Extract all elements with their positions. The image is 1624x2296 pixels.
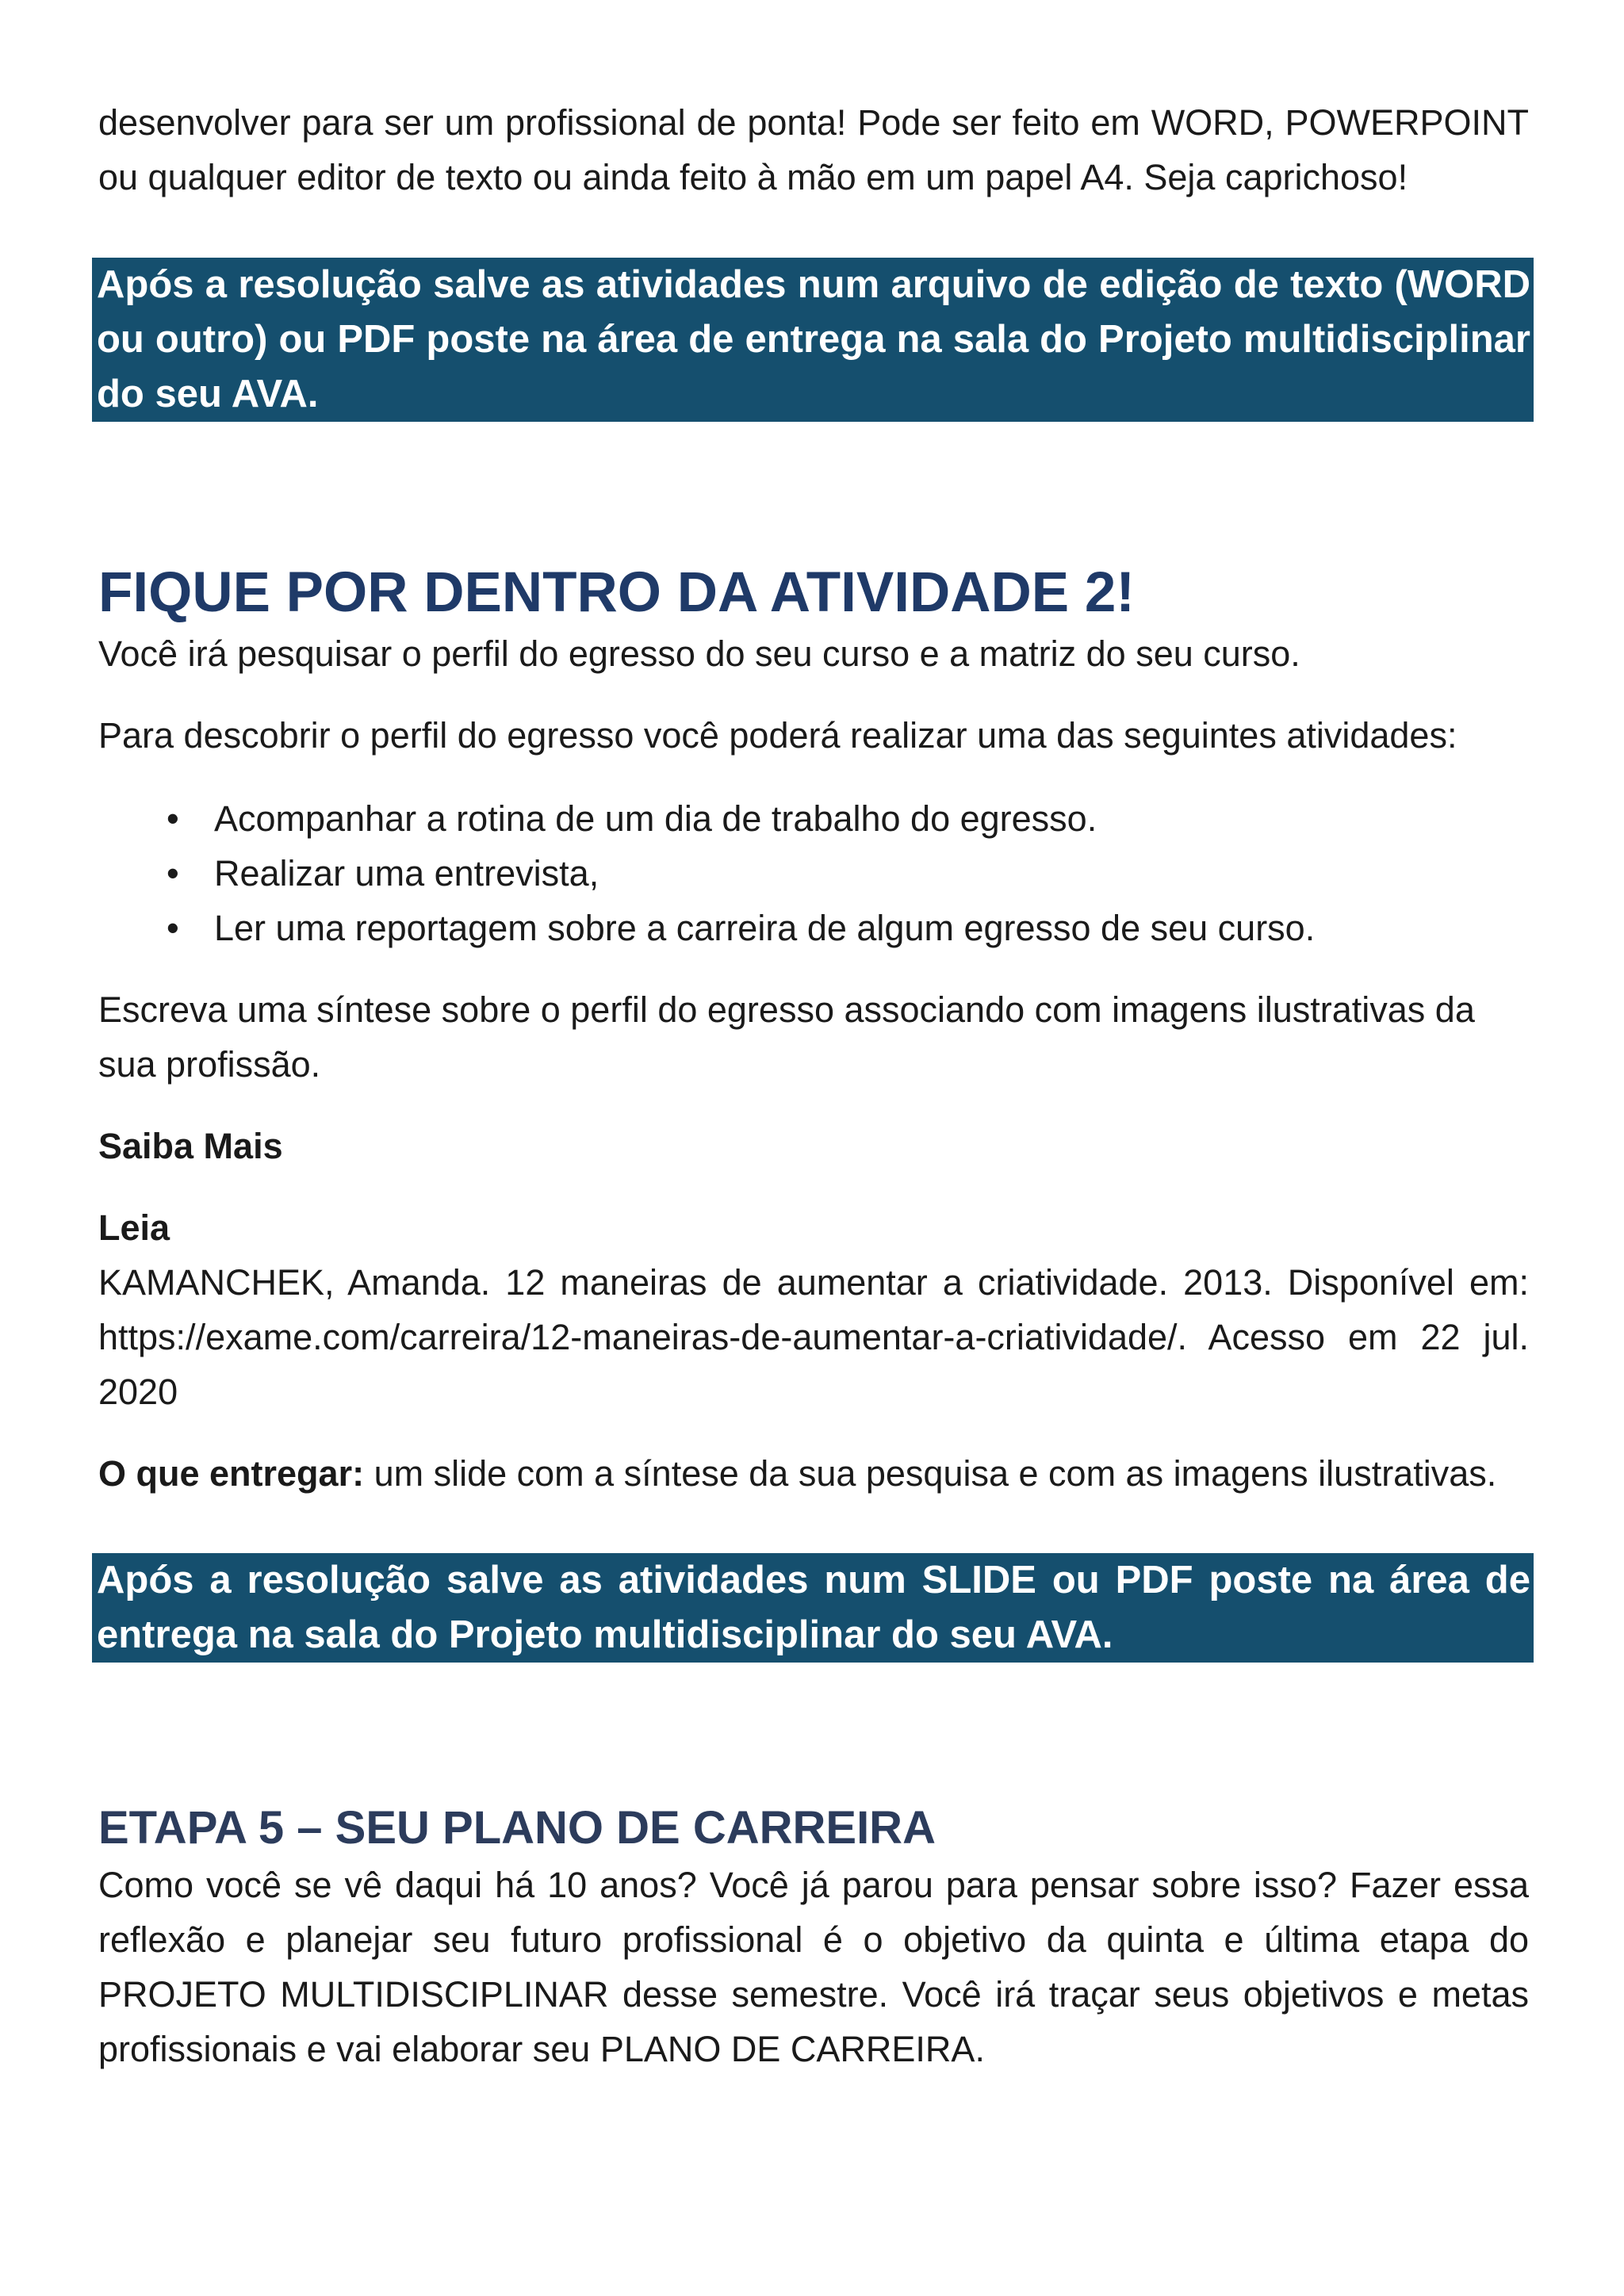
etapa-5-heading: ETAPA 5 – SEU PLANO DE CARREIRA — [98, 1802, 936, 1854]
activity-options-list — [98, 791, 1529, 955]
list-item — [167, 791, 1529, 846]
bullet-icon: • — [167, 908, 179, 948]
intro-paragraph: desenvolver para ser um profissional de ponta! Pode ser feito em WORD, POWERPOINT ou qualquer editor de texto ou ainda feito à mão em um papel A4. Seja caprichoso! — [98, 102, 1529, 197]
synthesis-instructions: Escreva uma síntese sobre o perfil do egresso associando com imagens ilustrativas da sua profissão. — [98, 989, 1475, 1085]
etapa-5-paragraph: Como você se vê daqui há 10 anos? Você já parou para pensar sobre isso? Fazer essa reflexão e planejar seu futuro profissional é o objetivo da quinta e última etapa do PROJETO MULTIDISCIPLINAR desse semestre. Você irá traçar seus objetivos e metas profissionais e vai elaborar seu PLANO DE CARREIRA. — [98, 1865, 1529, 2069]
list-item — [167, 901, 1529, 955]
deliverable-text: um slide com a síntese da sua pesquisa e com as imagens ilustrativas. — [364, 1453, 1497, 1494]
atividade-2-heading: FIQUE POR DENTRO DA ATIVIDADE 2! — [98, 561, 1135, 624]
list-item-text: Realizar uma entrevista, — [214, 853, 599, 894]
reference-citation: KAMANCHEK, Amanda. 12 maneiras de aumentar a criatividade. 2013. Disponível em: https://exame.com/carreira/12-maneiras-de-aumentar-a-criatividade/. Acesso em 22 jul. 2020 — [98, 1262, 1529, 1412]
deliverable-label: O que entregar: — [98, 1453, 365, 1494]
saiba-mais-label: Saiba Mais — [98, 1126, 283, 1166]
bullet-icon: • — [167, 798, 179, 839]
atividade-2-intro: Você irá pesquisar o perfil do egresso do seu curso e a matriz do seu curso. — [98, 633, 1300, 674]
submission-notice-1: Após a resolução salve as atividades num arquivo de edição de texto (WORD ou outro) ou PDF poste na área de entrega na sala do Projeto multidisciplinar do seu AVA. — [92, 258, 1534, 422]
atividade-2-instructions: Para descobrir o perfil do egresso você poderá realizar uma das seguintes atividades: — [98, 715, 1457, 756]
list-item-text: Acompanhar a rotina de um dia de trabalho do egresso. — [214, 798, 1097, 839]
list-item — [167, 846, 1529, 901]
list-item-text: Ler uma reportagem sobre a carreira de algum egresso de seu curso. — [214, 908, 1316, 948]
leia-label: Leia — [98, 1207, 170, 1248]
submission-notice-2: Após a resolução salve as atividades num SLIDE ou PDF poste na área de entrega na sala do Projeto multidisciplinar do seu AVA. — [92, 1553, 1534, 1663]
bullet-icon: • — [167, 853, 179, 894]
deliverable-paragraph — [98, 1446, 1529, 1501]
